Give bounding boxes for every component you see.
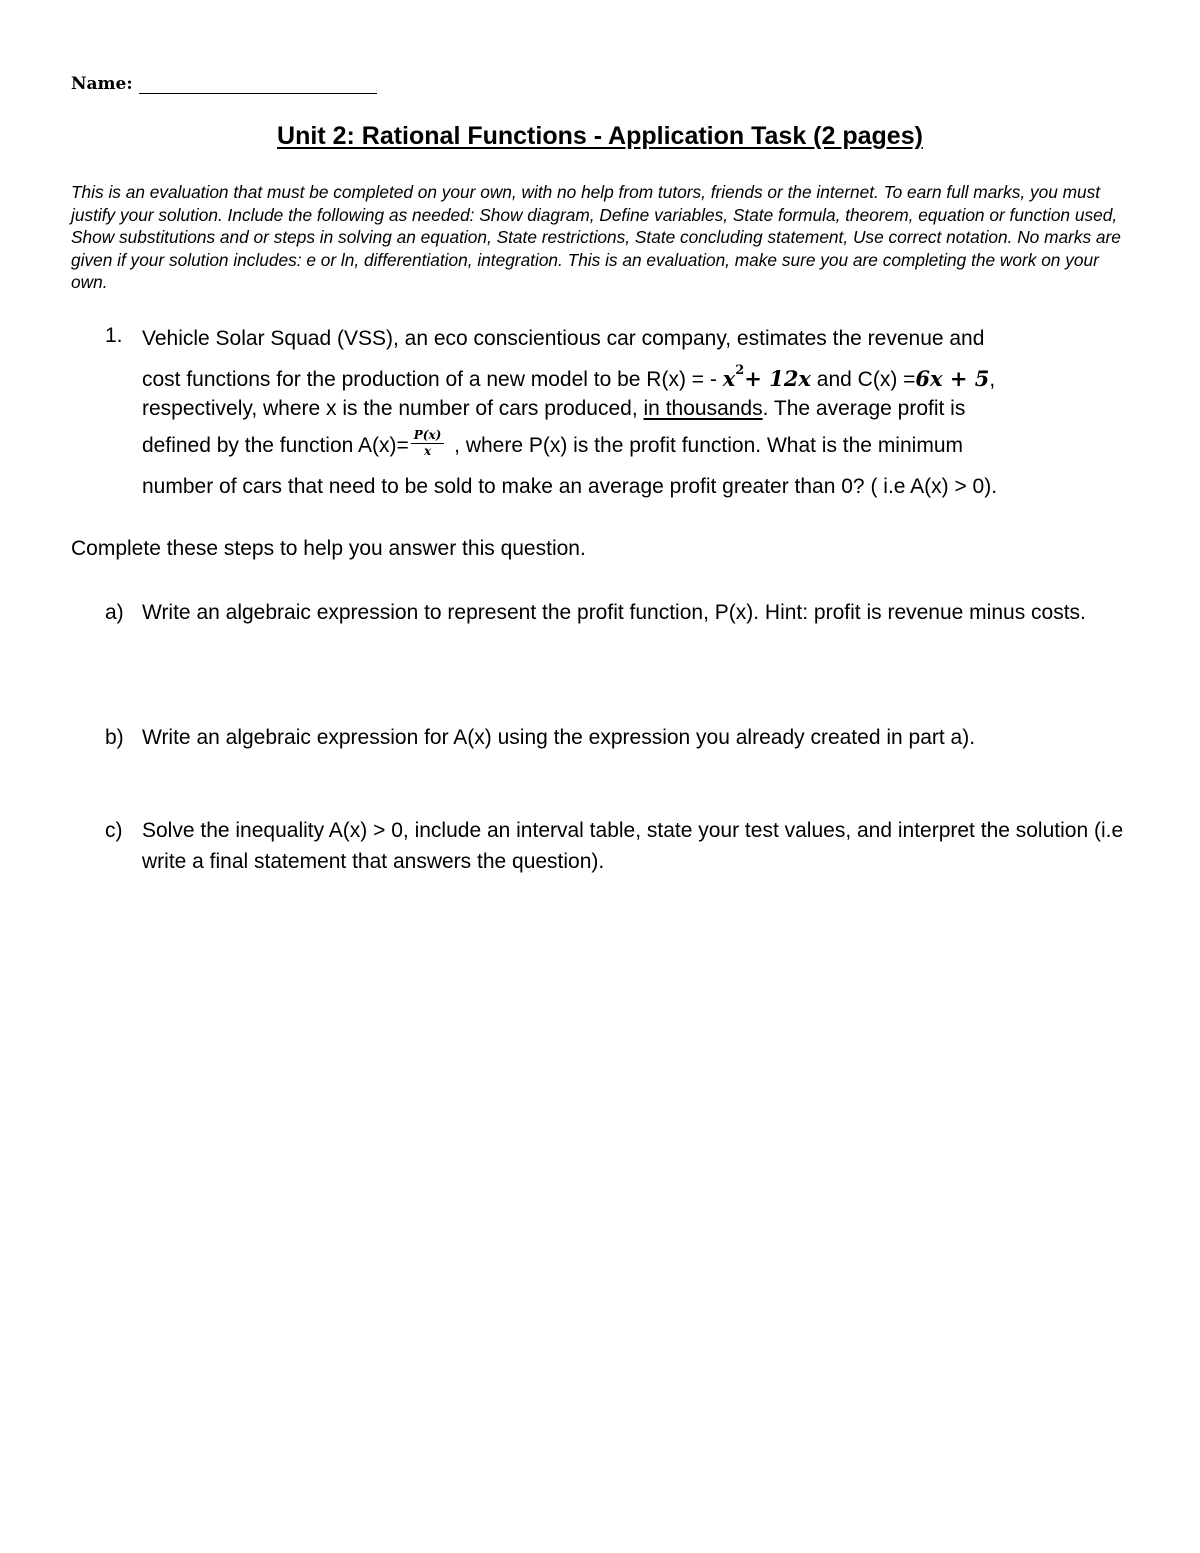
question-line: Vehicle Solar Squad (VSS), an eco conscientious car company, estimates the revenue and (142, 327, 985, 350)
question-line (142, 360, 1122, 394)
name-label: Name: (71, 74, 133, 94)
revenue-x: x (722, 366, 736, 391)
part-b (105, 722, 1135, 753)
question-line (142, 428, 1122, 472)
text-run: . The average profit is (762, 397, 966, 420)
part-text: Write an algebraic expression to represent the profit function, P(x). Hint: profit is revenue minus costs. (142, 601, 1086, 624)
text-run: defined by the function A(x)= (142, 434, 409, 458)
part-label: a) (105, 601, 124, 624)
underlined-phrase: in thousands (643, 397, 763, 420)
part-label: b) (105, 726, 124, 749)
name-field (71, 74, 377, 94)
part-text: Write an algebraic expression for A(x) using the expression you already created in part a). (142, 726, 976, 749)
text-run: , where P(x) is the profit function. What is the minimum (448, 434, 963, 458)
revenue-terms: + 12x (744, 366, 811, 391)
average-profit-fraction (411, 429, 445, 458)
text-run: respectively, where x is the number of cars produced, (142, 397, 644, 420)
fraction-denominator: x (423, 444, 432, 458)
text-run: cost functions for the production of a new model to be R(x) = - (142, 368, 723, 391)
revenue-exponent: 2 (735, 363, 745, 378)
part-a (105, 597, 1135, 628)
steps-intro: Complete these steps to help you answer this question. (71, 537, 586, 560)
text-run: and C(x) = (810, 368, 916, 391)
text-run: , (989, 368, 996, 391)
question-number: 1. (105, 324, 123, 347)
question-text (142, 324, 1122, 508)
question-line (142, 394, 1122, 432)
part-c (105, 815, 1135, 877)
name-blank-line[interactable] (139, 77, 377, 94)
part-text: Solve the inequality A(x) > 0, include an interval table, state your test values, and interpret the solution (i.e write a final statement that answers the question). (142, 819, 1124, 873)
fraction-numerator: P(x) (411, 429, 445, 444)
question-line: number of cars that need to be sold to make an average profit greater than 0? ( i.e A(x) > 0). (142, 475, 998, 498)
page-title: Unit 2: Rational Functions - Application Task (2 pages) (277, 122, 923, 150)
instructions-paragraph: This is an evaluation that must be completed on your own, with no help from tutors, friends or the internet. To earn full marks, you must justify your solution. Include the following as needed: Show diagram, Define variables, State formula, theorem, equation or function used, Show substitutions and or steps in solving an equation, State restrictions, State concluding statement, Use correct notation. No marks are given if your solution includes: e or ln, differentiation, integration. This is an evaluation, make sure you are completing the work on your own. (71, 182, 1121, 293)
cost-expression: 6x + 5 (915, 366, 990, 391)
part-label: c) (105, 819, 123, 842)
